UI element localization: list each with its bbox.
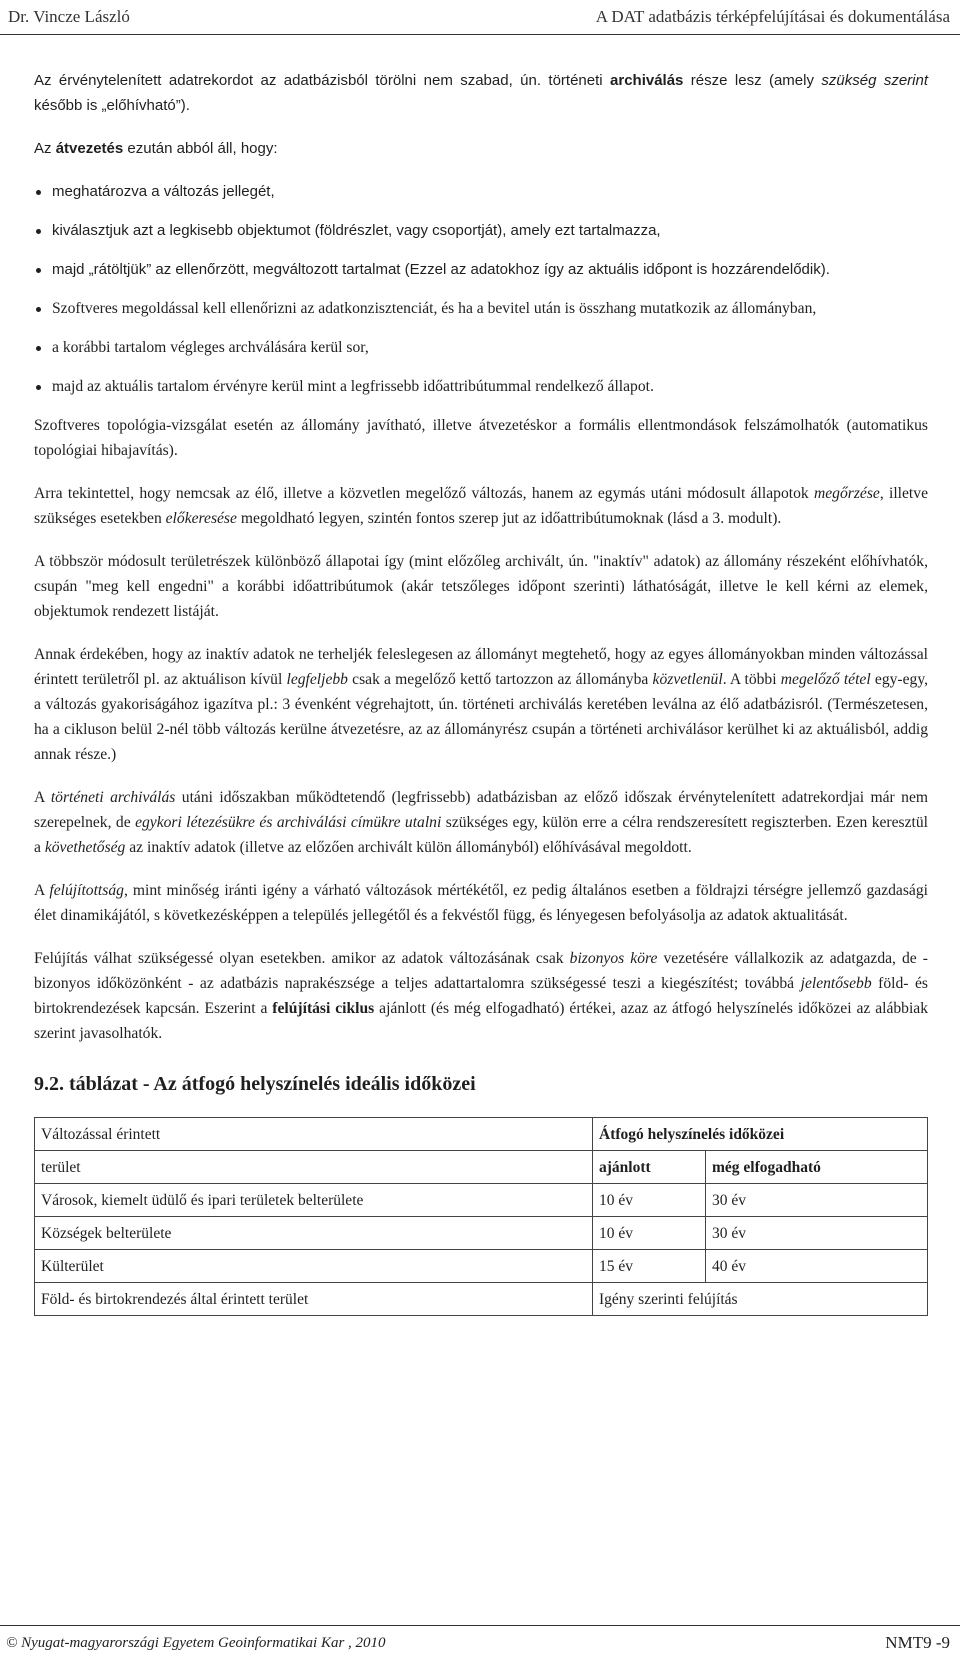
list-item: majd az aktuális tartalom érvényre kerül mint a legfrissebb időattribútummal rendelkező állapot.: [34, 374, 928, 399]
text-italic: közvetlenül: [652, 671, 723, 688]
text: megoldható legyen, szintén fontos szerep jut az időattribútumoknak (lásd a 3. modult).: [236, 510, 782, 527]
table-cell: 10 év: [593, 1184, 706, 1217]
header-author: Dr. Vincze László: [8, 7, 130, 26]
text-bold: felújítási ciklus: [272, 1000, 375, 1017]
header-title: A DAT adatbázis térképfelújításai és dokumentálása: [595, 7, 950, 26]
software-steps-list: [34, 296, 928, 399]
text: ajánlott (és még elfogadható) értékei, azaz az átfogó helyszínelés időközei az alábbiak szerint javasolhatók.: [34, 1000, 929, 1042]
table-cell: Községek belterülete: [35, 1217, 593, 1250]
table-row: [35, 1283, 928, 1316]
paragraph-renewal-cycle: [34, 946, 928, 1046]
table-cell: 30 év: [706, 1184, 928, 1217]
table-header-row: [35, 1118, 928, 1151]
page-content: [34, 68, 928, 1316]
text: egy-egy, a változás gyakoriságához igazítva pl.: 3 évenként végrehajtott, ún. történeti archiválás keretében leválna az élő adatbázisról. (Természetesen, ha a cikluson belül 2-nél több változás kerülne átvezetésre, az az állományrész csupán a történeti archiválásor kerülhet ki az aktuálisból, addig annak része.): [34, 671, 929, 763]
table-cell: 10 év: [593, 1217, 706, 1250]
page-header: [0, 0, 960, 35]
text: Arra tekintettel, hogy nemcsak az élő, illetve a közvetlen megelőző változás, hanem az egymás utáni módosult állapotok: [34, 485, 814, 502]
text-italic: felújítottság: [49, 882, 124, 899]
text: része lesz (amely: [683, 72, 822, 89]
text-italic: egykori létezésükre és archiválási címükre utalni: [135, 814, 442, 831]
text: , illetve szükséges esetekben: [34, 485, 928, 527]
table-title: 9.2. táblázat - Az átfogó helyszínelés ideális időközei: [34, 1073, 476, 1095]
header-cell: Változással érintett: [35, 1118, 593, 1151]
text: az inaktív adatok (illetve az előzően archivált külön állományból) előhívásával megoldott.: [125, 839, 692, 856]
paragraph-historical-archiving: [34, 642, 928, 767]
header-cell: Átfogó helyszínelés időközei: [593, 1118, 928, 1151]
paragraph-transfer-intro: [34, 136, 928, 161]
list-item: meghatározva a változás jellegét,: [34, 179, 928, 204]
text: Az érvénytelenített adatrekordot az adatbázisból törölni nem szabad, ún. történeti: [34, 72, 611, 89]
text-italic: megelőző tétel: [780, 671, 871, 688]
text: , mint minőség iránti igény a várható változások mértékétől, ez pedig általános esetben a földrajzi térségre jellemző gazdasági élet dinamikájától, s következésképpen a település jellegétől és a fekvéstől függ, és lényegesen befolyásolja az adatok aktualitását.: [34, 882, 928, 924]
text: utáni időszakban működtetendő (legfrissebb) adatbázisban az előző időszak érvénytelenített adatrekordjai már nem szerepelnek, de: [34, 789, 928, 831]
text-italic: szükség szerint: [821, 72, 929, 89]
header-cell: még elfogadható: [706, 1151, 928, 1184]
text-italic: jelentősebb: [800, 975, 872, 992]
text-italic: bizonyos köre: [569, 950, 658, 967]
survey-interval-table: [34, 1117, 928, 1316]
paragraph-register: [34, 785, 928, 860]
table-cell: Külterület: [35, 1250, 593, 1283]
paragraph-archiving: [34, 68, 928, 118]
page-footer: [0, 1625, 960, 1660]
table-cell: Városok, kiemelt üdülő és ipari területek belterülete: [35, 1184, 593, 1217]
table-cell: 30 év: [706, 1217, 928, 1250]
table-cell: Igény szerinti felújítás: [593, 1283, 928, 1316]
text: Az: [34, 140, 56, 157]
header-cell: ajánlott: [593, 1151, 706, 1184]
list-item: majd „rátöltjük” az ellenőrzött, megváltozott tartalmat (Ezzel az adatokhoz így az aktuális időpont is hozzárendelődik).: [34, 257, 928, 282]
text-italic: követhetőség: [44, 839, 126, 856]
text-bold: átvezetés: [55, 140, 124, 157]
text: csak a megelőző kettő tartozzon az állományba: [347, 671, 653, 688]
text: A: [34, 882, 50, 899]
text: föld- és birtokrendezések kapcsán. Eszerint a: [34, 975, 928, 1017]
text-italic: megőrzése: [813, 485, 880, 502]
text: A: [34, 789, 51, 806]
table-row: [35, 1250, 928, 1283]
list-item: kiválasztjuk azt a legkisebb objektumot (földrészlet, vagy csoportját), amely ezt tartalmazza,: [34, 218, 928, 243]
paragraph-inactive-data: A többször módosult területrészek különböző állapotai így (mint előzőleg archivált, ún. "inaktív" adatok) az állomány részeként előhívhatók, csupán "meg kell engedni" a korábbi időattribútumok (akár tetszőleges időpont szerinti) láthatóságát, illetve le kell kérni az elemek, objektumok rendezett listáját.: [34, 553, 928, 620]
paragraph-time-attributes: [34, 481, 928, 531]
table-cell: Föld- és birtokrendezés által érintett terület: [35, 1283, 593, 1316]
text: Annak érdekében, hogy az inaktív adatok ne terheljék feleslegesen az állományt megtehető, hogy az egyes állományokban minden változással érintett területről pl. az aktuálison kívül: [34, 646, 928, 688]
table-row: [35, 1184, 928, 1217]
transfer-steps-list: [34, 179, 928, 282]
text: vezetésére vállalkozik az adatgazda, de - bizonyos időközönként - az adatbázis naprakészsége a teljes adattartalomra szükségessé teszi a kiegészítést; továbbá: [34, 950, 928, 992]
table-row: [35, 1217, 928, 1250]
text-italic: előkeresése: [165, 510, 237, 527]
text-italic: történeti archiválás: [50, 789, 176, 806]
text: Felújítás válhat szükségessé olyan esetekben. amikor az adatok változásának csak: [34, 950, 570, 967]
text: szükséges egy, külön erre a célra rendszeresített regiszterben. Ezen keresztül a: [34, 814, 928, 856]
table-cell: 15 év: [593, 1250, 706, 1283]
text: ezután abból áll, hogy:: [123, 140, 278, 157]
footer-copyright: © Nyugat-magyarországi Egyetem Geoinformatikai Kar , 2010: [6, 1634, 386, 1651]
text: később is „előhívható”).: [34, 97, 190, 114]
page-number: NMT9 -9: [885, 1633, 950, 1652]
table-cell: 40 év: [706, 1250, 928, 1283]
list-item: Szoftveres megoldással kell ellenőrizni az adatkonzisztenciát, és ha a bevitel után is összhang mutatkozik az állományban,: [34, 296, 928, 321]
paragraph-renewal: [34, 878, 928, 928]
table-header-row: [35, 1151, 928, 1184]
header-cell: terület: [35, 1151, 593, 1184]
text: . A többi: [722, 671, 781, 688]
list-item: a korábbi tartalom végleges archválására kerül sor,: [34, 335, 928, 360]
text-italic: legfeljebb: [286, 671, 348, 688]
text-bold: archiválás: [610, 72, 684, 89]
paragraph-topology: Szoftveres topológia-vizsgálat esetén az állomány javítható, illetve átvezetéskor a formális ellentmondások felszámolhatók (automatikus topológiai hibajavítás).: [34, 417, 928, 459]
